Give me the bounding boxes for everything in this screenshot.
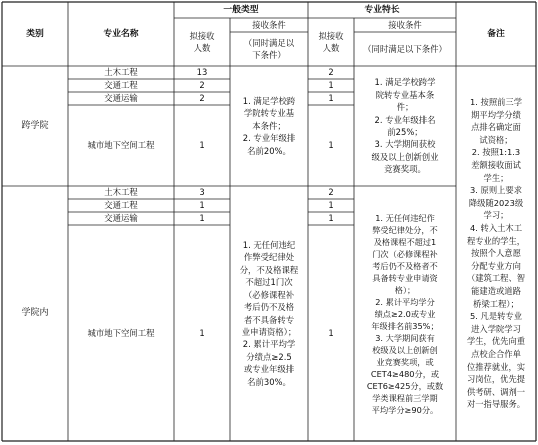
header-general-conditions-title: 接收条件 bbox=[252, 19, 286, 30]
special-count-cell: 1 bbox=[328, 93, 334, 104]
category-cell: 跨学院 bbox=[21, 120, 49, 131]
general-count-cell: 3 bbox=[199, 187, 205, 198]
header-general-plan-count: 拟接收 人数 bbox=[189, 30, 215, 53]
major-name-cell: 土木工程 bbox=[104, 67, 138, 78]
special-conditions-cell: 1. 满足学校跨学 院转专业基本条 件； 2. 专业年级排名 前25%； 3. 大学期间获校 级及以上创新创业 竞赛奖项。 bbox=[371, 77, 439, 175]
special-count-cell: 2 bbox=[328, 187, 334, 198]
special-count-cell: 1 bbox=[328, 213, 334, 224]
general-count-cell: 1 bbox=[199, 140, 205, 151]
category-cell: 学院内 bbox=[21, 308, 49, 319]
general-count-cell: 1 bbox=[199, 200, 205, 211]
header-general-type: 一般类型 bbox=[223, 4, 259, 15]
header-special-conditions-title: 接收条件 bbox=[388, 19, 422, 30]
special-count-cell: 2 bbox=[328, 67, 334, 78]
general-count-cell: 2 bbox=[199, 93, 205, 104]
header-category: 类别 bbox=[26, 28, 44, 39]
special-count-cell: 1 bbox=[328, 327, 334, 338]
header-general-conditions-sub: （同时满足以 下条件） bbox=[243, 37, 295, 60]
major-name-cell: 交通工程 bbox=[104, 200, 138, 211]
major-name-cell: 交通运输 bbox=[104, 93, 138, 104]
general-count-cell: 2 bbox=[199, 80, 205, 91]
header-special-plan-count: 拟接收 人数 bbox=[318, 30, 344, 53]
major-name-cell: 城市地下空间工程 bbox=[87, 327, 155, 338]
general-conditions-cell: 1. 满足学校跨 学院转专业基 本条件； 2. 专业年级排 名前20%。 bbox=[242, 95, 296, 156]
major-name-cell: 交通运输 bbox=[104, 213, 138, 224]
general-count-cell: 13 bbox=[196, 67, 208, 78]
major-name-cell: 城市地下空间工程 bbox=[87, 140, 155, 151]
major-name-cell: 交通工程 bbox=[104, 80, 138, 91]
special-count-cell: 1 bbox=[328, 200, 334, 211]
general-count-cell: 1 bbox=[199, 327, 205, 338]
general-conditions-cell: 1. 无任何违纪 作弊受纪律处 分，不及格课程 不超过1门次 （必修课程补 考后仍不及格 者不具备转专 业申请资格）； 2. 累计平均学 分绩点≥2.5 或专业年级排 名前30%。 bbox=[239, 240, 299, 387]
header-remarks: 备注 bbox=[487, 28, 505, 39]
header-special-type: 专业特长 bbox=[364, 4, 400, 15]
special-count-cell: 1 bbox=[328, 80, 334, 91]
header-major-name: 专业名称 bbox=[103, 28, 139, 39]
remarks-cell: 1. 按照前三学 期平均学分绩 点排名确定面 试资格； 2. 按照1:1.3 差额接收面试 学生； 3. 原则上要求 降级随2023级 学习； 4. 转入土木工 程专业的学生， 按照个人意愿 分配专业方向 （建筑工程、智 能建造或道路 桥梁工程）； 5. 凡是转专业 进入学院学习 学生，优先向重 点校企合作单 位推荐就业，实 习岗位，优先提 供考研、调剂一 对一指导服务。 bbox=[466, 97, 526, 410]
special-conditions-cell: 1. 无任何违纪作 弊受纪律处分，不 及格课程不超过1 门次（必修课程补 考后仍不及格者不 具备转专业申请资 格）； 2. 累计平均学分 绩点≥2.0或专业 年级排名前35%； 3. 大学期间获有 校级及以上创新创 业竞赛奖项，或 CET4≥480分，或 CET6≥425分，或数 学类课程前三学期 平均学分≥90分。 bbox=[366, 212, 444, 415]
general-count-cell: 1 bbox=[199, 213, 205, 224]
header-special-conditions-sub: （同时满足以下条件） bbox=[363, 43, 447, 54]
major-name-cell: 土木工程 bbox=[104, 187, 138, 198]
special-count-cell: 1 bbox=[328, 140, 334, 151]
